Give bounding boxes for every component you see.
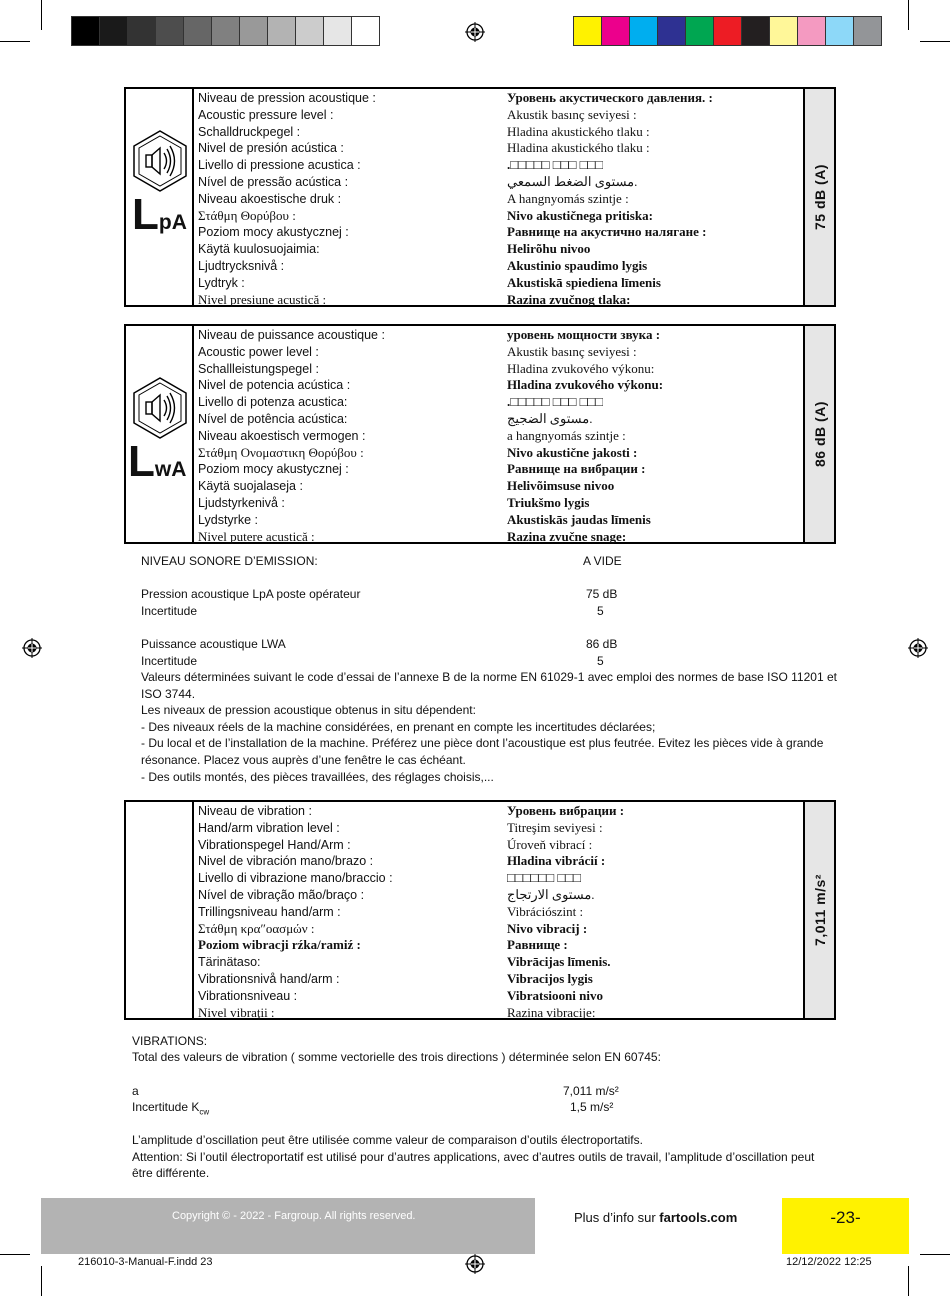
label-left: Στάθμη κρα″οασμών :	[198, 920, 315, 936]
sound-power-box	[124, 324, 836, 544]
process-color-bar	[573, 16, 881, 46]
label-right: Равнище :	[507, 937, 568, 953]
gray-color-bar	[71, 16, 379, 46]
color-swatch	[797, 16, 826, 46]
translation-row	[198, 937, 802, 954]
label-left: Nível de potência acústica:	[198, 411, 348, 426]
label-right: Hladina akustického tlaku :	[507, 140, 650, 156]
label-left: Nivel putere acustică :	[198, 528, 315, 544]
label-left: Nivel presiune acustică :	[198, 291, 327, 307]
vibration-rows	[198, 803, 802, 1021]
label-right: Triukšmo lygis	[507, 494, 590, 510]
vibration-box	[124, 800, 836, 1020]
translation-row	[198, 275, 802, 292]
footer-copyright-band	[41, 1198, 535, 1254]
sound-pressure-value: 75 dB (A)	[811, 164, 828, 230]
label-left: Vibrationspegel Hand/Arm :	[198, 837, 351, 852]
vibration-symbol-cell	[126, 802, 194, 1018]
label-right: □□□□□□ □□□	[507, 870, 581, 886]
color-swatch	[825, 16, 854, 46]
emission-paragraph	[141, 669, 837, 785]
label-left: Käytä suojalaseja :	[198, 479, 303, 494]
emission-value: 5	[597, 654, 604, 668]
label-left: Niveau de puissance acoustique :	[198, 328, 385, 342]
lpa-symbol	[132, 190, 187, 239]
label-right: Равнище на вибрации :	[507, 461, 646, 477]
sound-power-value: 86 dB (A)	[811, 401, 828, 467]
color-swatch	[183, 16, 212, 46]
translation-row	[198, 988, 802, 1005]
paragraph-line: ISO 3744.	[141, 686, 196, 701]
label-right: Helirõhu nivoo	[507, 241, 591, 257]
translation-row	[198, 971, 802, 988]
translation-row	[198, 954, 802, 971]
paragraph-line: Les niveaux de pression acoustique obtenus in situ dépendent:	[141, 703, 476, 718]
emission-value: 75 dB	[586, 587, 618, 601]
symbol-subscript: pA	[158, 211, 187, 234]
crop-mark	[920, 41, 950, 42]
uncertainty-text: Incertitude K	[132, 1100, 200, 1114]
translation-row	[198, 445, 802, 462]
translation-row	[198, 512, 802, 529]
translation-row	[198, 921, 802, 938]
label-right: Hladina zvukového výkonu:	[507, 377, 664, 393]
translation-row	[198, 124, 802, 141]
color-swatch	[769, 16, 798, 46]
translation-row	[198, 224, 802, 241]
label-left: Acoustic pressure level :	[198, 107, 334, 122]
copyright-text: Copyright © - 2022 - Fargroup. All rights reserved.	[172, 1210, 416, 1222]
translation-row	[198, 478, 802, 495]
sound-pressure-value-cell	[803, 89, 834, 305]
crop-mark	[908, 1266, 909, 1296]
emission-value: 86 dB	[586, 637, 618, 651]
translation-row	[198, 140, 802, 157]
site-link[interactable]: fartools.com	[659, 1210, 738, 1225]
label-left: Poziom wibracji rźka/ramiź :	[198, 937, 361, 953]
label-right: Razina zvučnog tlaka:	[507, 291, 631, 307]
label-right: مستوى الضغط السمعي.	[507, 173, 638, 189]
label-right: مستوى الضجيج.	[507, 410, 593, 426]
translation-row	[198, 292, 802, 309]
label-left: Vibrationsniveau :	[198, 988, 298, 1003]
label-left: Nivel de potencia acústica :	[198, 378, 351, 393]
translation-row	[198, 90, 802, 107]
emission-label: Puissance acoustique LWA	[141, 637, 286, 651]
color-swatch	[713, 16, 742, 46]
translation-row	[198, 803, 802, 820]
crop-mark	[0, 41, 30, 42]
label-left: Στάθμη Θορύβου :	[198, 207, 296, 223]
label-left: Niveau de pression acoustique :	[198, 91, 376, 105]
vibrations-heading: VIBRATIONS:	[132, 1034, 208, 1048]
crop-mark	[920, 1254, 950, 1255]
label-right: A hangnyomás szintje :	[507, 190, 629, 206]
label-left: Nivel vibraţii :	[198, 1004, 275, 1020]
label-left: Lydtryk :	[198, 275, 245, 290]
label-left: Schallleistungspegel :	[198, 361, 319, 376]
uncertainty-value: 1,5 m/s²	[570, 1100, 614, 1114]
label-left: Niveau de vibration :	[198, 804, 312, 818]
label-right: Akustik basınç seviyesi :	[507, 106, 637, 122]
symbol-subscript: wA	[154, 458, 187, 481]
translation-row	[198, 361, 802, 378]
sound-power-value-cell	[803, 326, 834, 542]
label-left: Lydstyrke :	[198, 512, 258, 527]
emission-heading-right: A VIDE	[583, 554, 622, 568]
uncertainty-label	[132, 1099, 209, 1121]
emission-value: 5	[597, 604, 604, 618]
color-swatch	[601, 16, 630, 46]
translation-row	[198, 461, 802, 478]
vibration-value: 7,011 m/s²	[811, 874, 828, 946]
color-swatch	[323, 16, 352, 46]
translation-row	[198, 344, 802, 361]
label-right: Vibrációszint :	[507, 903, 584, 919]
color-swatch	[573, 16, 602, 46]
translation-row	[198, 394, 802, 411]
label-right: Akustik basınç seviyesi :	[507, 343, 637, 359]
sound-pressure-rows	[198, 90, 802, 308]
translation-row	[198, 258, 802, 275]
color-swatch	[741, 16, 770, 46]
emission-heading: NIVEAU SONORE D’EMISSION:	[141, 554, 318, 568]
label-left: Niveau akoestisch vermogen :	[198, 428, 366, 443]
label-right: Vibratsiooni nivo	[507, 987, 603, 1003]
translation-row	[198, 411, 802, 428]
label-left: Acoustic power level :	[198, 344, 319, 359]
sound-power-rows	[198, 327, 802, 545]
paragraph-line: Valeurs déterminées suivant le code d’essai de l’annexe B de la norme EN 61029-1 avec emploi des normes de base ISO 11201 et	[141, 670, 837, 684]
more-info	[574, 1210, 737, 1225]
symbol-letter: L	[128, 437, 155, 486]
label-right: Razina vibracije:	[507, 1004, 596, 1020]
translation-row	[198, 495, 802, 512]
translation-row	[198, 904, 802, 921]
label-right: Nivo akustične jakosti :	[507, 444, 638, 460]
translation-row	[198, 870, 802, 887]
label-right: Titreşim seviyesi :	[507, 819, 603, 835]
label-right: Hladina zvukového výkonu:	[507, 360, 655, 376]
label-right: уровень мощности звука :	[507, 327, 661, 342]
registration-mark-icon	[465, 1254, 485, 1274]
crop-mark	[0, 1254, 30, 1255]
color-swatch	[853, 16, 882, 46]
paragraph-line: - Des outils montés, des pièces travaillées, des réglages choisis,...	[141, 769, 494, 784]
vibration-a-value: 7,011 m/s²	[563, 1084, 619, 1098]
vibrations-intro: Total des valeurs de vibration ( somme vectorielle des trois directions ) déterminée selon EN 60745:	[132, 1050, 661, 1064]
symbol-letter: L	[132, 190, 159, 239]
paragraph-line: être différente.	[132, 1166, 210, 1181]
page-number: -23-	[830, 1208, 861, 1227]
label-left: Ljudstyrkenivå :	[198, 495, 285, 510]
vibration-value-cell	[803, 802, 834, 1018]
translation-row	[198, 853, 802, 870]
crop-mark	[908, 0, 909, 30]
label-left: Livello di pressione acustica :	[198, 158, 361, 173]
emission-label: Incertitude	[141, 654, 198, 668]
crop-mark	[41, 1266, 42, 1296]
crop-mark	[41, 0, 42, 30]
color-swatch	[127, 16, 156, 46]
label-right: Hladina akustického tlaku :	[507, 123, 650, 139]
color-swatch	[155, 16, 184, 46]
registration-mark-icon	[465, 22, 485, 42]
label-right: a hangnyomás szintje :	[507, 427, 626, 443]
speaker-hexagon-icon	[131, 376, 189, 440]
label-left: Tärinätaso:	[198, 955, 261, 970]
translation-row	[198, 191, 802, 208]
label-left: Hand/arm vibration level :	[198, 820, 340, 835]
registration-mark-icon	[22, 638, 42, 658]
translation-row	[198, 107, 802, 124]
paragraph-line: résonance. Placez vous auprès d’une fenêtre le cas échéant.	[141, 752, 466, 767]
color-swatch	[267, 16, 296, 46]
label-right: .□□□□□ □□□ □□□	[507, 394, 604, 410]
paragraph-line: - Des niveaux réels de la machine considérées, en prenant en compte les incertitudes déclarées;	[141, 719, 656, 734]
page-number-band	[782, 1198, 909, 1254]
paragraph-line: - Du local et de l’installation de la machine. Préférez une pièce dont l’acoustique est plus feutrée. Evitez les pièces vide à grande	[141, 736, 824, 751]
color-swatch	[657, 16, 686, 46]
color-swatch	[629, 16, 658, 46]
label-right: .□□□□□ □□□ □□□	[507, 157, 604, 173]
label-right: Nivo vibracij :	[507, 920, 588, 936]
label-left: Käytä kuulosuojaimia:	[198, 242, 320, 257]
slug-file: 216010-3-Manual-F.indd 23	[78, 1256, 213, 1268]
paragraph-line: Attention: Si l’outil électroportatif est utilisé pour d’autres applications, avec d’autres outils de travail, l’amplitude d’oscillation peut	[132, 1149, 815, 1164]
translation-row	[198, 174, 802, 191]
translation-row	[198, 887, 802, 904]
label-right: Razina zvučne snage:	[507, 528, 627, 544]
label-left: Schalldruckpegel :	[198, 124, 301, 139]
label-left: Poziom mocy akustycznej :	[198, 462, 349, 477]
label-left: Nivel de vibración mano/brazo :	[198, 854, 374, 869]
color-swatch	[71, 16, 100, 46]
translation-row	[198, 241, 802, 258]
label-right: مستوى الارتجاج.	[507, 886, 595, 902]
label-left: Livello di vibrazione mano/braccio :	[198, 871, 393, 886]
more-info-text: Plus d’info sur	[574, 1210, 660, 1225]
translation-row	[198, 157, 802, 174]
label-right: Nivo akustičnega pritiska:	[507, 207, 653, 223]
label-right: Akustiskā spiediena līmenis	[507, 274, 661, 290]
vibrations-paragraph	[132, 1132, 832, 1182]
label-left: Nivel de presión acústica :	[198, 141, 344, 156]
slug-date: 12/12/2022 12:25	[786, 1256, 872, 1268]
label-left: Στάθμη Ονομαστικη Θορύβου :	[198, 444, 364, 460]
translation-row	[198, 820, 802, 837]
label-left: Nível de vibração mão/braço :	[198, 887, 365, 902]
label-right: Úroveň vibrací :	[507, 836, 593, 852]
label-left: Vibrationsnivå hand/arm :	[198, 971, 340, 986]
label-left: Niveau akoestische druk :	[198, 191, 342, 206]
label-right: Helivõimsuse nivoo	[507, 478, 615, 494]
color-swatch	[351, 16, 380, 46]
translation-row	[198, 208, 802, 225]
label-right: Akustiskās jaudas līmenis	[507, 511, 651, 527]
label-left: Nível de pressão acústica :	[198, 174, 349, 189]
lwa-symbol	[128, 437, 187, 486]
label-right: Уровень вибрации :	[507, 803, 625, 818]
emission-label: Pression acoustique LpA poste opérateur	[141, 587, 361, 601]
translation-row	[198, 529, 802, 546]
translation-row	[198, 327, 802, 344]
label-right: Akustinio spaudimo lygis	[507, 257, 648, 273]
color-swatch	[685, 16, 714, 46]
sound-pressure-symbol-cell	[126, 89, 194, 305]
label-right: Равнище на акустично налягане :	[507, 224, 707, 240]
color-swatch	[295, 16, 324, 46]
translation-row	[198, 837, 802, 854]
speaker-hexagon-icon	[131, 129, 189, 193]
label-left: Ljudtrycksnivå :	[198, 258, 285, 273]
label-right: Vibrācijas līmenis.	[507, 954, 611, 970]
paragraph-line: L’amplitude d’oscillation peut être utilisée comme valeur de comparaison d’outils électroportatifs.	[132, 1133, 643, 1147]
label-left: Poziom mocy akustycznej :	[198, 225, 349, 240]
uncertainty-subscript: cw	[199, 1107, 210, 1117]
translation-row	[198, 428, 802, 445]
label-left: Livello di potenza acustica:	[198, 395, 348, 410]
label-right: Vibracijos lygis	[507, 970, 593, 986]
vibration-a-label: a	[132, 1084, 139, 1098]
label-left: Trillingsniveau hand/arm :	[198, 904, 341, 919]
label-right: Hladina vibrácií :	[507, 853, 606, 869]
color-swatch	[99, 16, 128, 46]
color-swatch	[239, 16, 268, 46]
translation-row	[198, 1005, 802, 1022]
label-right: Уровень акустического давления. :	[507, 90, 713, 105]
emission-label: Incertitude	[141, 604, 198, 618]
sound-power-symbol-cell	[126, 326, 194, 542]
sound-pressure-box	[124, 87, 836, 307]
color-swatch	[211, 16, 240, 46]
translation-row	[198, 377, 802, 394]
registration-mark-icon	[908, 638, 928, 658]
